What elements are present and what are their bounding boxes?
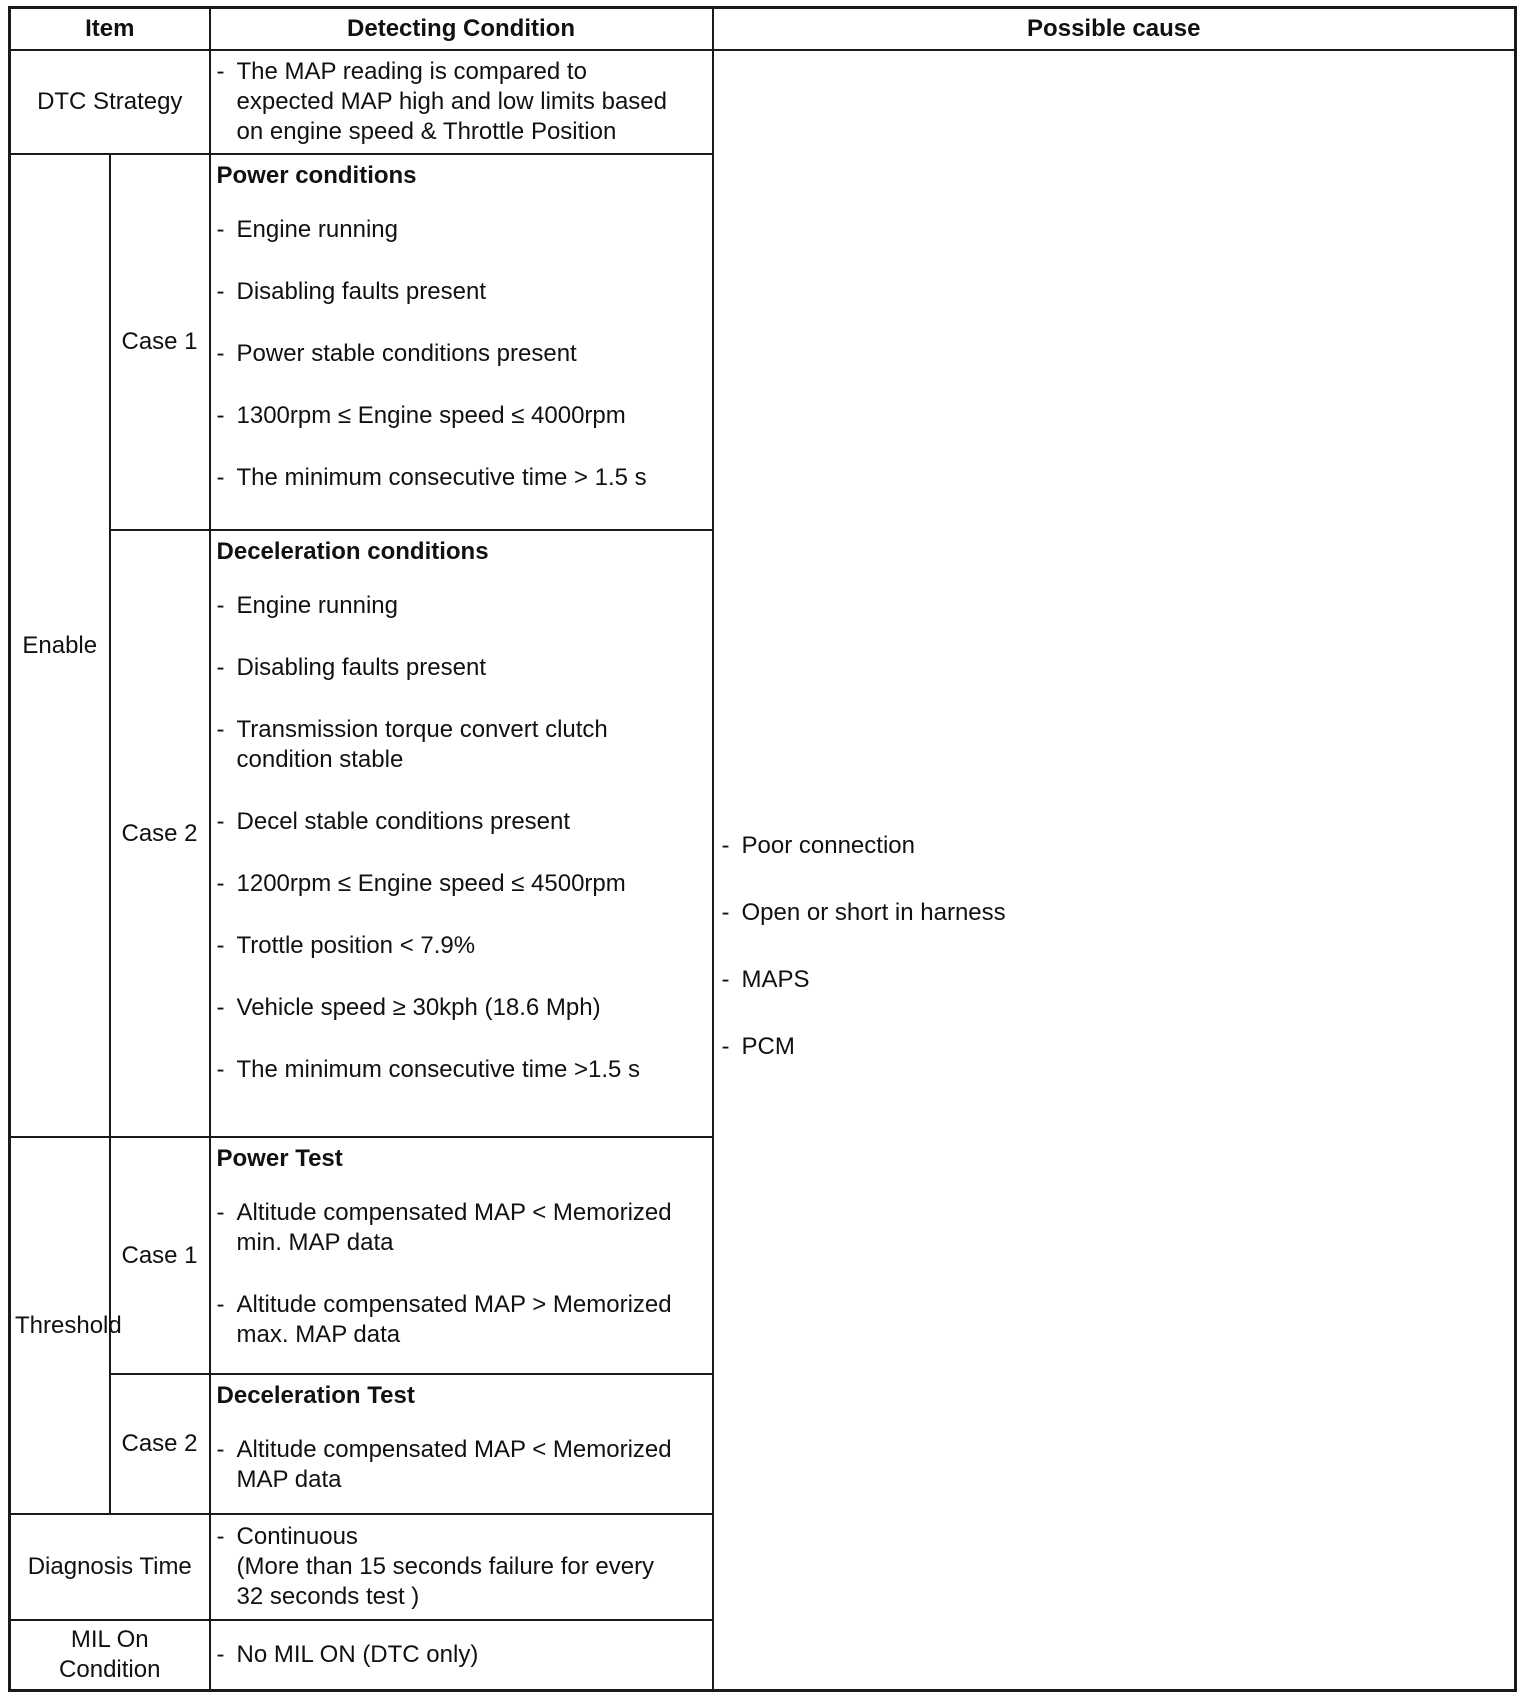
header-detecting-condition: Detecting Condition [210, 8, 713, 51]
row-dtc-strategy [10, 50, 1516, 154]
diagnosis-time-line-1: Continuous [236, 1523, 358, 1550]
possible-cause-cell [713, 50, 1516, 1690]
header-item: Item [10, 8, 210, 51]
diagnosis-time-label: Diagnosis Time [10, 1514, 210, 1620]
condition-item: - Altitude compensated MAP < Memorized min. MAP data [216, 1199, 672, 1256]
enable-case2-condition [210, 530, 713, 1137]
condition-item: - Trottle position < 7.9% [216, 932, 476, 959]
cause-item: - MAPS [721, 965, 810, 993]
condition-item: - Transmission torque convert clutch condition stable [216, 716, 608, 773]
enable-case1-heading: Power conditions [216, 162, 417, 189]
enable-case2-heading: Deceleration conditions [216, 538, 489, 565]
condition-item: - The minimum consecutive time >1.5 s [216, 1056, 641, 1083]
threshold-case2-heading: Deceleration Test [216, 1382, 415, 1409]
condition-item: - Disabling faults present [216, 654, 486, 681]
condition-item: - Vehicle speed ≥ 30kph (18.6 Mph) [216, 994, 601, 1021]
threshold-case2-condition [210, 1374, 713, 1514]
diagnosis-time-line-3: 32 seconds test ) [236, 1583, 420, 1610]
threshold-label: Threshold [10, 1137, 110, 1514]
dtc-strategy-condition: - The MAP reading is compared to expected MAP high and low limits based on engine speed & Throttle Position [210, 50, 713, 154]
cause-item: - Poor connection [721, 831, 915, 859]
condition-item: - Altitude compensated MAP > Memorized max. MAP data [216, 1291, 672, 1348]
condition-item: - Decel stable conditions present [216, 808, 571, 835]
header-row [10, 8, 1516, 51]
condition-item: - 1200rpm ≤ Engine speed ≤ 4500rpm [216, 870, 626, 897]
condition-item: - Disabling faults present [216, 278, 486, 305]
condition-item: - The minimum consecutive time > 1.5 s [216, 464, 647, 491]
enable-case2-label: Case 2 [110, 530, 210, 1137]
dtc-strategy-label: DTC Strategy [10, 50, 210, 154]
condition-item: - Power stable conditions present [216, 340, 577, 367]
condition-item: - Altitude compensated MAP < Memorized MAP data [216, 1436, 672, 1493]
enable-case1-label: Case 1 [110, 154, 210, 530]
header-possible-cause: Possible cause [713, 8, 1516, 51]
threshold-case1-condition [210, 1137, 713, 1374]
dtc-strategy-line-1: The MAP reading is compared to [236, 58, 587, 85]
diagnosis-time-condition: - Continuous (More than 15 seconds failure for every 32 seconds test ) [210, 1514, 713, 1620]
condition-item: - 1300rpm ≤ Engine speed ≤ 4000rpm [216, 402, 626, 429]
enable-label: Enable [10, 154, 110, 1137]
enable-case1-condition [210, 154, 713, 530]
diagnosis-time-line-2: (More than 15 seconds failure for every [236, 1553, 655, 1580]
threshold-case1-heading: Power Test [216, 1145, 343, 1172]
condition-item: - Engine running [216, 216, 398, 243]
cause-item: - PCM [721, 1032, 795, 1060]
threshold-case1-label: Case 1 [110, 1137, 210, 1374]
dtc-strategy-line-3: on engine speed & Throttle Position [236, 118, 617, 145]
dtc-strategy-line-2: expected MAP high and low limits based [236, 88, 667, 115]
condition-item: - Engine running [216, 592, 398, 619]
mil-on-condition: - No MIL ON (DTC only) [210, 1620, 713, 1690]
dtc-spec-table [8, 6, 1517, 1692]
mil-on-value: No MIL ON (DTC only) [236, 1640, 479, 1668]
threshold-case2-label: Case 2 [110, 1374, 210, 1514]
cause-item: - Open or short in harness [721, 898, 1006, 926]
mil-on-label: MIL On Condition [10, 1620, 210, 1690]
